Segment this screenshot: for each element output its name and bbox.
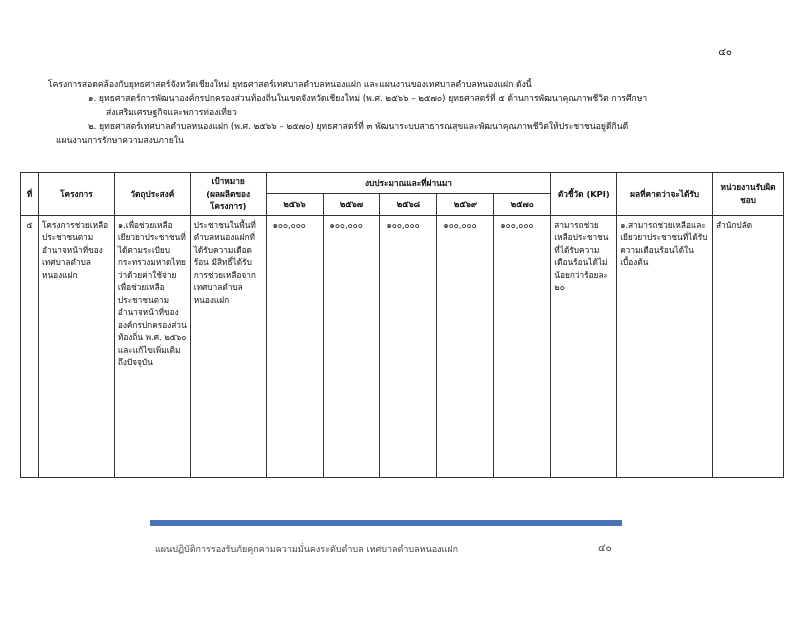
row-objective: ๑.เพื่อช่วยเหลือเยียวยาประชาชนที่ได้ตามระเบียบกระทรวงมหาดไทยว่าด้วยค่าใช้จ่ายเพื่อช่วยเหลือประชาชนตามอำนาจหน้าที่ขององค์กรปกครองส่วนท้องถิ่น พ.ศ. ๒๕๖๐ และแก้ไขเพิ่มเติมถึงปัจจุบัน: [114, 215, 190, 477]
header-year: ๒๕๖๘: [380, 194, 437, 215]
page-number: ๔๐: [718, 47, 732, 58]
footer-page-number: ๔๐: [598, 543, 612, 554]
project-table: [20, 172, 784, 478]
header-project: โครงการ: [38, 173, 114, 216]
intro-line-4: แผนงานการรักษาความสงบภายใน: [56, 136, 184, 146]
header-no: ที่: [21, 173, 39, 216]
intro-line-2-continued: ส่งเสริมเศรษฐกิจและพการท่องเที่ยว: [106, 108, 237, 118]
header-year: ๒๕๗๐: [494, 194, 551, 215]
row-budget: ๑๐๐,๐๐๐: [437, 215, 494, 477]
header-responsible: หน่วยงานรับผิดชอบ: [713, 173, 784, 216]
row-expected: ๑.สามารถช่วยเหลือและเยียวยาประชาชนที่ได้รับความเดือนร้อนได้ในเบื้องต้น: [617, 215, 713, 477]
table-row: [21, 215, 784, 477]
footer-text: แผนปฏิบัติการรองรับภัยคุกคามความมั่นคงระดับตำบล เทศบาลตำบลหนองแฝก: [155, 545, 459, 555]
header-expected: ผลที่คาดว่าจะได้รับ: [617, 173, 713, 216]
row-budget: ๑๐๐,๐๐๐: [494, 215, 551, 477]
footer-bar: [150, 520, 622, 526]
header-target: เป้าหมาย (ผลผลิตของโครงการ): [190, 173, 266, 216]
header-year: ๒๕๖๖: [266, 194, 323, 215]
intro-section: [48, 78, 758, 148]
intro-line-2: ๑. ยุทธศาสตร์การพัฒนาองค์กรปกครองส่วนท้องถิ่นในเขตจังหวัดเชียงใหม่ (พ.ศ. ๒๕๖๖ – ๒๕๗๐) ยุทธศาสตร์ที่ ๕ ด้านการพัฒนาคุณภาพชีวิต การศึกษา: [88, 94, 648, 104]
row-budget: ๑๐๐,๐๐๐: [380, 215, 437, 477]
row-project: โครงการช่วยเหลือประชาชนตามอำนาจหน้าที่ของเทศบาลตำบลหนองแฝก: [38, 215, 114, 477]
row-kpi: สามารถช่วยเหลือประชาชนที่ได้รับความเดือนร้อนได้ไม่น้อยกว่าร้อยละ ๒๐: [551, 215, 617, 477]
intro-line-1: โครงการสอดคล้องกับยุทธศาสตร์จังหวัดเชียงใหม่ ยุทธศาสตร์เทศบาลตำบลหนองแฝก และแผนงานของเทศบาลตำบลหนองแฝก ดังนี้: [48, 80, 532, 90]
row-no: ๕: [21, 215, 39, 477]
row-budget: ๑๐๐,๐๐๐: [266, 215, 323, 477]
row-responsible: สำนักปลัด: [713, 215, 784, 477]
header-budget: งบประมาณและที่ผ่านมา: [266, 173, 551, 194]
header-kpi: ตัวชี้วัด (KPI): [551, 173, 617, 216]
header-objective: วัตถุประสงค์: [114, 173, 190, 216]
row-target: ประชาชนในพื้นที่ตำบลหนองแฝกที่ได้รับความเดือดร้อน มีสิทธิ์ได้รับการช่วยเหลือจากเทศบาลตำบลหนองแฝก: [190, 215, 266, 477]
header-year: ๒๕๖๙: [437, 194, 494, 215]
row-budget: ๑๐๐,๐๐๐: [323, 215, 380, 477]
intro-line-3: ๒. ยุทธศาสตร์เทศบาลตำบลหนองแฝก (พ.ศ. ๒๕๖๖ – ๒๕๗๐) ยุทธศาสตร์ที่ ๓ พัฒนาระบบสาธารณสุขและพัฒนาคุณภาพชีวิตให้ประชาชนอยู่ดีกินดี: [88, 122, 629, 132]
header-year: ๒๕๖๗: [323, 194, 380, 215]
